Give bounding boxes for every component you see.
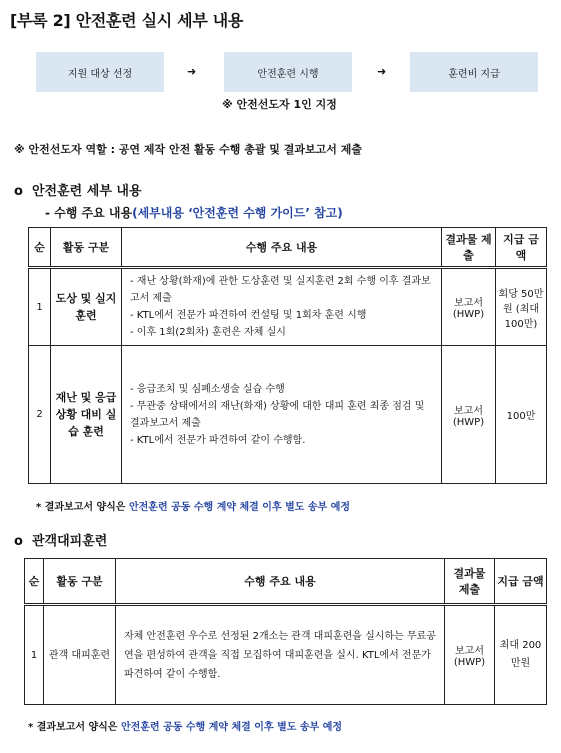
row-number: 1: [25, 605, 44, 705]
section-title: 안전훈련 세부 내용: [32, 184, 142, 199]
section-heading-evacuation: [14, 530, 107, 549]
activity-details: [122, 268, 442, 346]
col-header: 결과물 제출: [445, 559, 495, 605]
activity-category: 도상 및 실지훈련: [51, 268, 122, 346]
row-number: 2: [29, 346, 51, 484]
flow-step-selection: 지원 대상 선정: [36, 52, 164, 92]
section-title: 관객대피훈련: [32, 534, 108, 549]
table-header-row: [25, 559, 547, 605]
result-submission: 보고서 (HWP): [442, 346, 496, 484]
subheading-label: - 수행 주요 내용: [45, 206, 133, 220]
subheading: [45, 204, 343, 221]
activity-category: 관객 대피훈련: [44, 605, 116, 705]
col-header: 결과물 제출: [442, 228, 496, 268]
table-row: [25, 605, 547, 705]
detail-line: - 재난 상황(화재)에 관한 도상훈련 및 실지훈련 2회 수행 이후 결과보고서 제출: [130, 276, 431, 304]
result-submission: 보고서 (HWP): [445, 605, 495, 705]
activity-details: [116, 605, 445, 705]
note-highlight: 안전훈련 공동 수행 계약 체결 이후 별도 송부 예정: [120, 722, 343, 733]
bullet-icon: o: [14, 184, 23, 199]
col-header: 순: [29, 228, 51, 268]
col-header: 활동 구분: [51, 228, 122, 268]
bullet-icon: o: [14, 534, 23, 549]
activity-category: 재난 및 응급상황 대비 실습 훈련: [51, 346, 122, 484]
result-submission: 보고서 (HWP): [442, 268, 496, 346]
flow-step-payment: 훈련비 지급: [410, 52, 538, 92]
evacuation-table: [24, 558, 547, 705]
payment-amount: 최대 200만원: [495, 605, 547, 705]
arrow-right-icon: ➜: [377, 65, 387, 78]
page-title: [부록 2] 안전훈련 실시 세부 내용: [10, 11, 244, 30]
flow-step-training: 안전훈련 시행: [224, 52, 352, 92]
note-highlight: 안전훈련 공동 수행 계약 체결 이후 별도 송부 예정: [128, 502, 351, 513]
detail-line: - KTL에서 전문가 파견하여 컨설팅 및 1회차 훈련 시행: [130, 310, 367, 321]
col-header: 순: [25, 559, 44, 605]
col-header: 활동 구분: [44, 559, 116, 605]
payment-amount: 100만: [496, 346, 547, 484]
report-format-note: [28, 718, 342, 733]
report-format-note: [36, 498, 350, 513]
subheading-reference: (세부내용 ‘안전훈련 수행 가이드’ 참고): [132, 206, 343, 220]
row-number: 1: [29, 268, 51, 346]
col-header: 수행 주요 내용: [116, 559, 445, 605]
detail-line: - 응급조치 및 심폐소생술 실습 수행: [130, 383, 285, 395]
arrow-right-icon: ➜: [187, 65, 197, 78]
process-flow: [36, 52, 546, 94]
detail-line: - 이후 1회(2회차) 훈련은 자체 실시: [130, 327, 286, 338]
section-heading-training: [14, 180, 142, 199]
col-header: 지급 금액: [495, 559, 547, 605]
col-header: 지급 금액: [496, 228, 547, 268]
note-prefix: * 결과보고서 양식은: [28, 722, 118, 733]
training-table: [28, 227, 547, 484]
table-row: [29, 268, 547, 346]
table-row: [29, 346, 547, 484]
activity-details: [122, 346, 442, 484]
role-note: ※ 안전선도자 역할 : 공연 제작 안전 활동 수행 총괄 및 결과보고서 제출: [14, 143, 362, 156]
detail-line: 자체 안전훈련 우수로 선정된 2개소는 관객 대피훈련을 실시하는 무료공연을 편성하여 관객을 직접 모집하여 대피훈련을 실시. KTL에서 전문가 파견하여 같이 수행함.: [124, 630, 436, 680]
payment-amount: 회당 50만원 (최대 100만): [496, 268, 547, 346]
col-header: 수행 주요 내용: [122, 228, 442, 268]
flow-note: ※ 안전선도자 1인 지정: [222, 98, 337, 111]
detail-line: - 무관중 상태에서의 재난(화재) 상황에 대한 대피 훈련 최종 점검 및 결과보고서 제출: [130, 400, 425, 429]
detail-line: - KTL에서 전문가 파견하여 같이 수행함.: [130, 434, 306, 446]
note-prefix: * 결과보고서 양식은: [36, 502, 126, 513]
table-header-row: [29, 228, 547, 268]
